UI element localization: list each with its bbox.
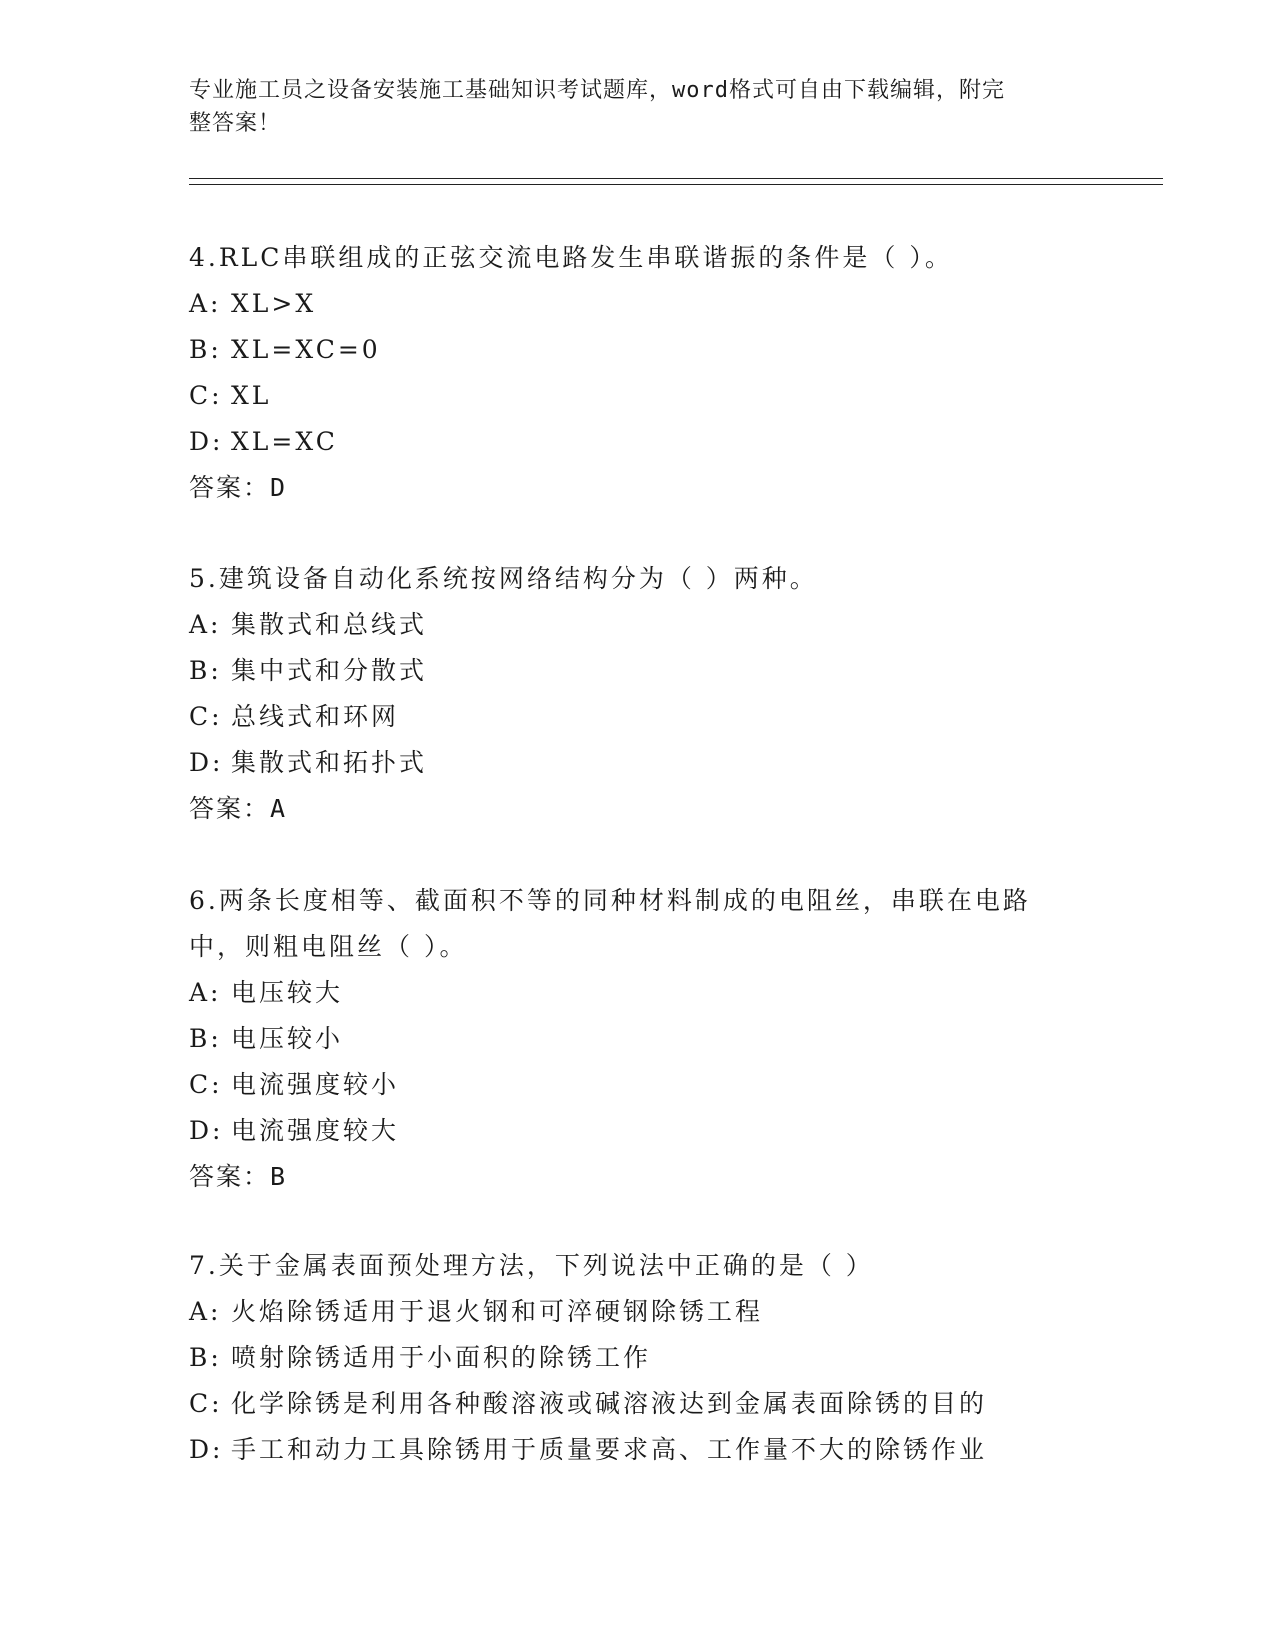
option-text: XL=XC (231, 427, 338, 456)
option-letter: B: (189, 1343, 222, 1372)
option-letter: C: (189, 702, 223, 731)
option-text: 总线式和环网 (231, 702, 400, 731)
option-letter: C: (189, 381, 223, 410)
option-a (189, 281, 1089, 327)
question-stem: 5.建筑设备自动化系统按网络结构分为（ ）两种。 (189, 564, 818, 593)
option-d (189, 1108, 1089, 1154)
option-text: 化学除锈是利用各种酸溶液或碱溶液达到金属表面除锈的目的 (231, 1389, 988, 1418)
option-letter: A: (189, 1297, 222, 1326)
option-a (189, 602, 1089, 648)
option-letter: D: (189, 1435, 224, 1464)
option-text: 电流强度较小 (231, 1070, 400, 1099)
option-text: XL>X (231, 289, 317, 318)
answer-line: 答案：B (189, 1162, 288, 1191)
option-text: 集中式和分散式 (231, 656, 428, 685)
option-b (189, 327, 1089, 373)
option-letter: A: (189, 978, 222, 1007)
option-letter: D: (189, 427, 224, 456)
header-divider-top (189, 178, 1163, 179)
option-text: 电流强度较大 (231, 1116, 400, 1145)
option-letter: C: (189, 1070, 223, 1099)
option-d (189, 740, 1089, 786)
option-c (189, 1062, 1089, 1108)
document-header (189, 74, 1089, 140)
option-text: 手工和动力工具除锈用于质量要求高、工作量不大的除锈作业 (231, 1435, 988, 1464)
question-5 (189, 556, 1089, 832)
option-text: 集散式和总线式 (231, 610, 428, 639)
option-c (189, 1381, 1089, 1427)
option-letter: A: (189, 610, 222, 639)
option-letter: B: (189, 656, 222, 685)
option-text: 集散式和拓扑式 (231, 748, 428, 777)
question-7 (189, 1243, 1089, 1473)
question-stem: 4.RLC串联组成的正弦交流电路发生串联谐振的条件是（ ）。 (189, 243, 953, 272)
option-text: 喷射除锈适用于小面积的除锈工作 (231, 1343, 652, 1372)
option-letter: D: (189, 1116, 224, 1145)
header-line-2: 整答案！ (189, 111, 282, 136)
answer-line: 答案：A (189, 794, 288, 823)
option-letter: B: (189, 1024, 222, 1053)
question-stem: 7.关于金属表面预处理方法，下列说法中正确的是（ ） (189, 1251, 874, 1280)
question-4 (189, 235, 1089, 511)
option-c (189, 373, 1089, 419)
question-stem-line-1: 6.两条长度相等、截面积不等的同种材料制成的电阻丝，串联在电路 (189, 886, 1031, 915)
option-b (189, 1016, 1089, 1062)
option-letter: B: (189, 335, 222, 364)
header-divider-bottom (189, 184, 1163, 185)
option-b (189, 648, 1089, 694)
answer-line: 答案：D (189, 473, 288, 502)
option-b (189, 1335, 1089, 1381)
option-a (189, 1289, 1089, 1335)
option-d (189, 1427, 1089, 1473)
option-text: 电压较小 (231, 1024, 344, 1053)
option-a (189, 970, 1089, 1016)
header-line-1: 专业施工员之设备安装施工基础知识考试题库，word格式可自由下载编辑，附完 (189, 78, 1005, 103)
question-stem-line-2: 中，则粗电阻丝（ ）。 (189, 932, 468, 961)
option-text: XL=XC=0 (231, 335, 381, 364)
option-letter: A: (189, 289, 222, 318)
option-letter: C: (189, 1389, 223, 1418)
option-letter: D: (189, 748, 224, 777)
option-text: 电压较大 (231, 978, 344, 1007)
option-text: XL (231, 381, 272, 410)
option-d (189, 419, 1089, 465)
question-6 (189, 878, 1089, 1200)
option-text: 火焰除锈适用于退火钢和可淬硬钢除锈工程 (231, 1297, 764, 1326)
option-c (189, 694, 1089, 740)
